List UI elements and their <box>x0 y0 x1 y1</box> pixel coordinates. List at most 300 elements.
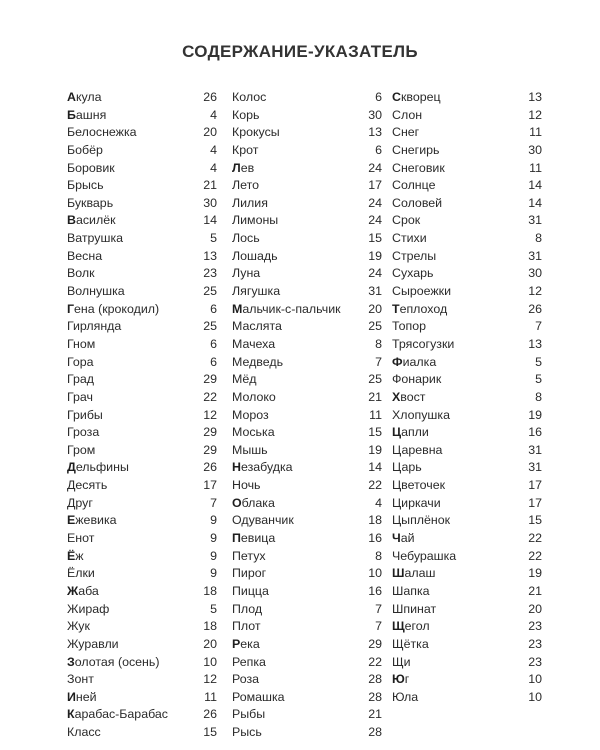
entry-page-number: 17 <box>528 478 542 493</box>
index-entry <box>232 230 382 248</box>
entry-page-number: 19 <box>528 566 542 581</box>
entry-word <box>232 336 275 354</box>
entry-word <box>67 565 95 583</box>
entry-word <box>67 195 113 213</box>
entry-rest: асилёк <box>75 213 116 228</box>
index-entry <box>67 654 217 672</box>
entry-word <box>392 583 430 601</box>
entry-rest: иалка <box>402 354 437 369</box>
entry-bold-letter: З <box>67 654 75 669</box>
entry-word <box>67 601 109 619</box>
index-entry <box>67 283 217 301</box>
entry-page-number: 5 <box>535 354 542 369</box>
entry-word <box>67 459 129 477</box>
entry-page-number: 20 <box>528 601 542 616</box>
index-entry <box>67 160 217 178</box>
entry-rest: Енот <box>67 531 95 546</box>
entry-bold-letter: С <box>392 90 401 104</box>
entry-rest: Белоснежка <box>67 125 137 140</box>
entry-page-number: 23 <box>528 654 542 669</box>
entry-rest: Ромашка <box>232 689 285 704</box>
entry-word <box>67 212 116 230</box>
entry-rest: Юла <box>392 689 419 704</box>
index-column-3 <box>392 89 542 706</box>
entry-rest: Рыбы <box>232 707 266 722</box>
index-entry <box>67 512 217 530</box>
entry-word <box>67 265 95 283</box>
entry-page-number: 26 <box>203 707 217 722</box>
entry-page-number: 31 <box>528 460 542 475</box>
entry-page-number: 20 <box>203 636 217 651</box>
entry-page-number: 14 <box>528 195 542 210</box>
entry-word <box>67 654 159 672</box>
entry-word <box>392 601 436 619</box>
index-entry <box>67 724 217 742</box>
entry-page-number: 7 <box>375 619 382 634</box>
index-entry <box>392 477 542 495</box>
index-entry <box>232 601 382 619</box>
entry-rest: Шпинат <box>392 601 437 616</box>
entry-rest: Топор <box>392 319 426 334</box>
entry-page-number: 13 <box>368 125 382 140</box>
index-entry <box>67 248 217 266</box>
entry-rest: Плот <box>232 619 261 634</box>
entry-rest: Одуванчик <box>232 513 294 528</box>
entry-page-number: 7 <box>375 601 382 616</box>
index-entry <box>67 389 217 407</box>
index-entry <box>232 407 382 425</box>
entry-rest: егол <box>404 619 430 634</box>
entry-page-number: 31 <box>528 248 542 263</box>
entry-page-number: 12 <box>528 284 542 299</box>
entry-page-number: 22 <box>203 389 217 404</box>
entry-word <box>67 248 102 266</box>
index-entry <box>392 689 542 707</box>
entry-bold-letter: В <box>67 213 76 228</box>
entry-word <box>392 160 445 178</box>
entry-page-number: 29 <box>368 636 382 651</box>
index-entry <box>67 301 217 319</box>
entry-word <box>67 407 103 425</box>
entry-page-number: 16 <box>368 583 382 598</box>
entry-rest: альчик-с-пальчик <box>242 301 341 316</box>
index-entry <box>67 706 217 724</box>
entry-rest: Гроза <box>67 425 100 440</box>
entry-bold-letter: К <box>67 707 75 722</box>
entry-page-number: 23 <box>528 619 542 634</box>
index-entry <box>232 424 382 442</box>
entry-word <box>392 442 442 460</box>
entry-rest: Шапка <box>392 583 430 598</box>
index-entry <box>392 195 542 213</box>
index-entry <box>232 195 382 213</box>
index-entry <box>232 477 382 495</box>
entry-word <box>67 706 168 724</box>
entry-rest: Весна <box>67 248 103 263</box>
entry-word <box>232 424 275 442</box>
entry-page-number: 24 <box>368 195 382 210</box>
entry-rest: Волк <box>67 266 95 281</box>
entry-page-number: 14 <box>368 460 382 475</box>
entry-page-number: 19 <box>368 248 382 263</box>
entry-rest: Снеговик <box>392 160 445 175</box>
index-entry <box>392 424 542 442</box>
index-entry <box>67 230 217 248</box>
entry-rest: Класс <box>67 725 101 740</box>
entry-page-number: 4 <box>210 142 217 157</box>
entry-page-number: 28 <box>368 689 382 704</box>
entry-word <box>232 354 283 372</box>
entry-word <box>392 512 450 530</box>
entry-page-number: 22 <box>528 548 542 563</box>
entry-page-number: 18 <box>203 583 217 598</box>
entry-page-number: 29 <box>203 425 217 440</box>
entry-word <box>232 248 278 266</box>
index-entry <box>232 371 382 389</box>
entry-page-number: 8 <box>375 548 382 563</box>
entry-bold-letter: И <box>67 689 76 704</box>
entry-rest: Роза <box>232 672 260 687</box>
entry-rest: ней <box>75 689 97 704</box>
entry-word <box>232 371 256 389</box>
entry-rest: Мачеха <box>232 336 276 351</box>
entry-rest: аба <box>78 583 99 598</box>
entry-word <box>67 583 99 601</box>
entry-bold-letter: Ё <box>67 548 76 563</box>
index-entry <box>232 618 382 636</box>
entry-bold-letter: Ш <box>392 566 405 581</box>
index-entry <box>392 618 542 636</box>
index-entry <box>392 636 542 654</box>
entry-page-number: 31 <box>528 213 542 228</box>
entry-rest: Гора <box>67 354 94 369</box>
entry-word <box>67 160 115 178</box>
entry-page-number: 15 <box>368 231 382 246</box>
entry-rest: Крот <box>232 142 259 157</box>
entry-rest: Сыроежки <box>392 284 452 299</box>
entry-word <box>67 142 103 160</box>
entry-rest: г <box>404 672 410 687</box>
entry-word <box>67 124 137 142</box>
entry-word <box>67 371 94 389</box>
index-entry <box>232 265 382 283</box>
entry-rest: Лимоны <box>232 213 279 228</box>
entry-rest: Стрелы <box>392 248 437 263</box>
index-entry <box>392 212 542 230</box>
index-entry <box>232 512 382 530</box>
entry-rest: евица <box>240 531 276 546</box>
entry-word <box>392 318 426 336</box>
entry-word <box>232 212 278 230</box>
entry-page-number: 30 <box>368 107 382 122</box>
index-entry <box>392 565 542 583</box>
index-entry <box>392 459 542 477</box>
index-entry <box>232 548 382 566</box>
entry-page-number: 7 <box>375 354 382 369</box>
index-entry <box>67 495 217 513</box>
index-entry <box>67 195 217 213</box>
entry-rest: Пицца <box>232 583 269 598</box>
entry-page-number: 4 <box>375 495 382 510</box>
entry-rest: ай <box>400 531 415 546</box>
index-entry <box>67 583 217 601</box>
index-entry <box>392 671 542 689</box>
index-entry <box>67 618 217 636</box>
entry-rest: Петух <box>232 548 266 563</box>
entry-word <box>67 424 99 442</box>
entry-word <box>232 530 275 548</box>
entry-rest: Волнушка <box>67 284 125 299</box>
entry-word <box>392 671 409 689</box>
entry-bold-letter: Н <box>232 460 241 475</box>
entry-rest: Щи <box>392 654 411 669</box>
entry-page-number: 11 <box>529 125 542 140</box>
index-entry <box>392 407 542 425</box>
index-entry <box>67 530 217 548</box>
index-entry <box>67 636 217 654</box>
index-entry <box>392 177 542 195</box>
index-entry <box>392 107 542 125</box>
index-entry <box>232 671 382 689</box>
entry-word <box>67 442 95 460</box>
entry-word <box>392 459 422 477</box>
index-entry <box>67 336 217 354</box>
entry-word <box>392 548 456 566</box>
entry-rest: Букварь <box>67 195 114 210</box>
entry-word <box>392 477 445 495</box>
entry-word <box>392 177 436 195</box>
entry-rest: кула <box>75 90 102 104</box>
entry-word <box>232 389 276 407</box>
entry-page-number: 13 <box>203 248 217 263</box>
entry-page-number: 24 <box>368 213 382 228</box>
index-entry <box>392 512 542 530</box>
index-entry <box>232 212 382 230</box>
entry-page-number: 25 <box>368 372 382 387</box>
entry-page-number: 15 <box>368 425 382 440</box>
index-entry <box>232 301 382 319</box>
index-entry <box>232 389 382 407</box>
index-column-2 <box>232 89 382 742</box>
entry-word <box>232 177 259 195</box>
entry-page-number: 21 <box>203 178 217 193</box>
entry-rest: Бобёр <box>67 142 103 157</box>
index-entry <box>232 107 382 125</box>
index-entry <box>67 442 217 460</box>
entry-rest: езабудка <box>240 460 293 475</box>
entry-page-number: 10 <box>528 689 542 704</box>
entry-word <box>392 107 422 125</box>
index-entry <box>67 371 217 389</box>
index-entry <box>392 89 542 107</box>
entry-page-number: 11 <box>204 689 217 704</box>
entry-page-number: 30 <box>528 142 542 157</box>
entry-word <box>232 548 266 566</box>
entry-page-number: 6 <box>375 142 382 157</box>
entry-rest: Плод <box>232 601 263 616</box>
entry-page-number: 21 <box>528 583 542 598</box>
entry-word <box>67 724 101 742</box>
index-entry <box>232 177 382 195</box>
entry-word <box>232 583 269 601</box>
entry-page-number: 15 <box>203 725 217 740</box>
index-entry <box>67 459 217 477</box>
entry-rest: Щётка <box>392 636 429 651</box>
entry-rest: Боровик <box>67 160 115 175</box>
entry-page-number: 12 <box>203 672 217 687</box>
entry-rest: Царевна <box>392 442 443 457</box>
entry-word <box>232 265 260 283</box>
entry-page-number: 22 <box>368 654 382 669</box>
entry-rest: Лягушка <box>232 284 281 299</box>
index-entry <box>232 706 382 724</box>
entry-rest: Циркачи <box>392 495 441 510</box>
entry-rest: Гном <box>67 336 96 351</box>
index-entry <box>392 142 542 160</box>
entry-page-number: 26 <box>203 460 217 475</box>
index-entry <box>67 107 217 125</box>
entry-page-number: 29 <box>203 442 217 457</box>
entry-word <box>392 195 442 213</box>
entry-word <box>232 706 265 724</box>
entry-rest: Крокусы <box>232 125 280 140</box>
entry-page-number: 13 <box>528 336 542 351</box>
entry-page-number: 17 <box>368 178 382 193</box>
entry-word <box>392 654 411 672</box>
entry-rest: Рысь <box>232 725 262 740</box>
entry-word <box>232 124 280 142</box>
entry-page-number: 26 <box>528 301 542 316</box>
entry-page-number: 16 <box>368 531 382 546</box>
index-entry <box>67 142 217 160</box>
index-entry <box>392 301 542 319</box>
index-entry <box>67 424 217 442</box>
entry-word <box>67 618 90 636</box>
index-entry <box>392 124 542 142</box>
entry-rest: Лилия <box>232 195 268 210</box>
entry-rest: Луна <box>232 266 261 281</box>
entry-rest: Брысь <box>67 178 104 193</box>
entry-word <box>232 301 341 319</box>
entry-rest: олотая (осень) <box>74 654 160 669</box>
entry-rest: Журавли <box>67 636 119 651</box>
entry-rest: Моська <box>232 425 275 440</box>
index-entry <box>392 354 542 372</box>
index-entry <box>232 336 382 354</box>
index-entry <box>232 142 382 160</box>
entry-word <box>392 618 430 636</box>
index-entry <box>232 89 382 107</box>
entry-bold-letter: Л <box>232 160 241 175</box>
entry-rest: ена (крокодил) <box>74 301 160 316</box>
entry-rest: Ёлки <box>67 566 95 581</box>
entry-rest: Медведь <box>232 354 284 369</box>
index-entry <box>232 530 382 548</box>
entry-rest: Ватрушка <box>67 231 124 246</box>
entry-word <box>392 336 454 354</box>
entry-rest: Цыплёнок <box>392 513 451 528</box>
index-entry <box>67 689 217 707</box>
entry-page-number: 7 <box>535 319 542 334</box>
entry-word <box>232 107 259 125</box>
index-entry <box>232 495 382 513</box>
entry-page-number: 5 <box>210 231 217 246</box>
entry-word <box>392 565 435 583</box>
entry-bold-letter: Ж <box>67 583 79 598</box>
entry-bold-letter: Д <box>67 460 76 475</box>
entry-word <box>232 689 285 707</box>
entry-rest: арабас-Барабас <box>74 707 168 722</box>
entry-word <box>232 283 280 301</box>
entry-word <box>392 301 447 319</box>
entry-word <box>232 142 258 160</box>
entry-rest: Трясогузки <box>392 336 455 351</box>
entry-word <box>67 636 119 654</box>
entry-page-number: 13 <box>528 90 542 104</box>
index-entry <box>232 248 382 266</box>
entry-page-number: 19 <box>368 442 382 457</box>
entry-rest: вост <box>400 389 426 404</box>
index-entry <box>232 689 382 707</box>
entry-page-number: 26 <box>203 90 217 104</box>
entry-word <box>392 265 433 283</box>
index-entry <box>67 565 217 583</box>
entry-word <box>232 618 261 636</box>
index-entry <box>232 636 382 654</box>
entry-rest: Лось <box>232 231 260 246</box>
entry-rest: Пирог <box>232 566 267 581</box>
entry-page-number: 23 <box>203 266 217 281</box>
entry-word <box>67 354 94 372</box>
entry-rest: Репка <box>232 654 266 669</box>
entry-page-number: 8 <box>535 231 542 246</box>
entry-word <box>67 495 93 513</box>
index-entry <box>392 442 542 460</box>
entry-rest: Стихи <box>392 231 427 246</box>
entry-page-number: 21 <box>368 707 382 722</box>
entry-rest: Соловей <box>392 195 443 210</box>
entry-word <box>392 636 429 654</box>
index-entry <box>67 177 217 195</box>
entry-page-number: 5 <box>535 372 542 387</box>
entry-page-number: 12 <box>203 407 217 422</box>
entry-word <box>392 530 415 548</box>
entry-word <box>232 195 268 213</box>
entry-word <box>232 230 260 248</box>
entry-rest: еплоход <box>399 301 448 316</box>
entry-bold-letter: Ф <box>392 354 403 369</box>
entry-page-number: 5 <box>210 601 217 616</box>
entry-page-number: 12 <box>528 107 542 122</box>
page-title: СОДЕРЖАНИЕ-УКАЗАТЕЛЬ <box>182 42 418 61</box>
entry-page-number: 31 <box>368 284 382 299</box>
entry-page-number: 8 <box>375 336 382 351</box>
entry-rest: Хлопушка <box>392 407 450 422</box>
entry-page-number: 24 <box>368 160 382 175</box>
entry-word <box>232 407 269 425</box>
entry-word <box>232 565 266 583</box>
entry-page-number: 6 <box>210 336 217 351</box>
entry-word <box>392 283 451 301</box>
entry-rest: ека <box>240 636 260 651</box>
entry-page-number: 11 <box>369 407 382 422</box>
entry-rest: Срок <box>392 213 421 228</box>
entry-rest: Гирлянда <box>67 319 122 334</box>
entry-page-number: 19 <box>528 407 542 422</box>
entry-page-number: 25 <box>203 319 217 334</box>
entry-page-number: 17 <box>203 478 217 493</box>
entry-word <box>67 107 106 125</box>
